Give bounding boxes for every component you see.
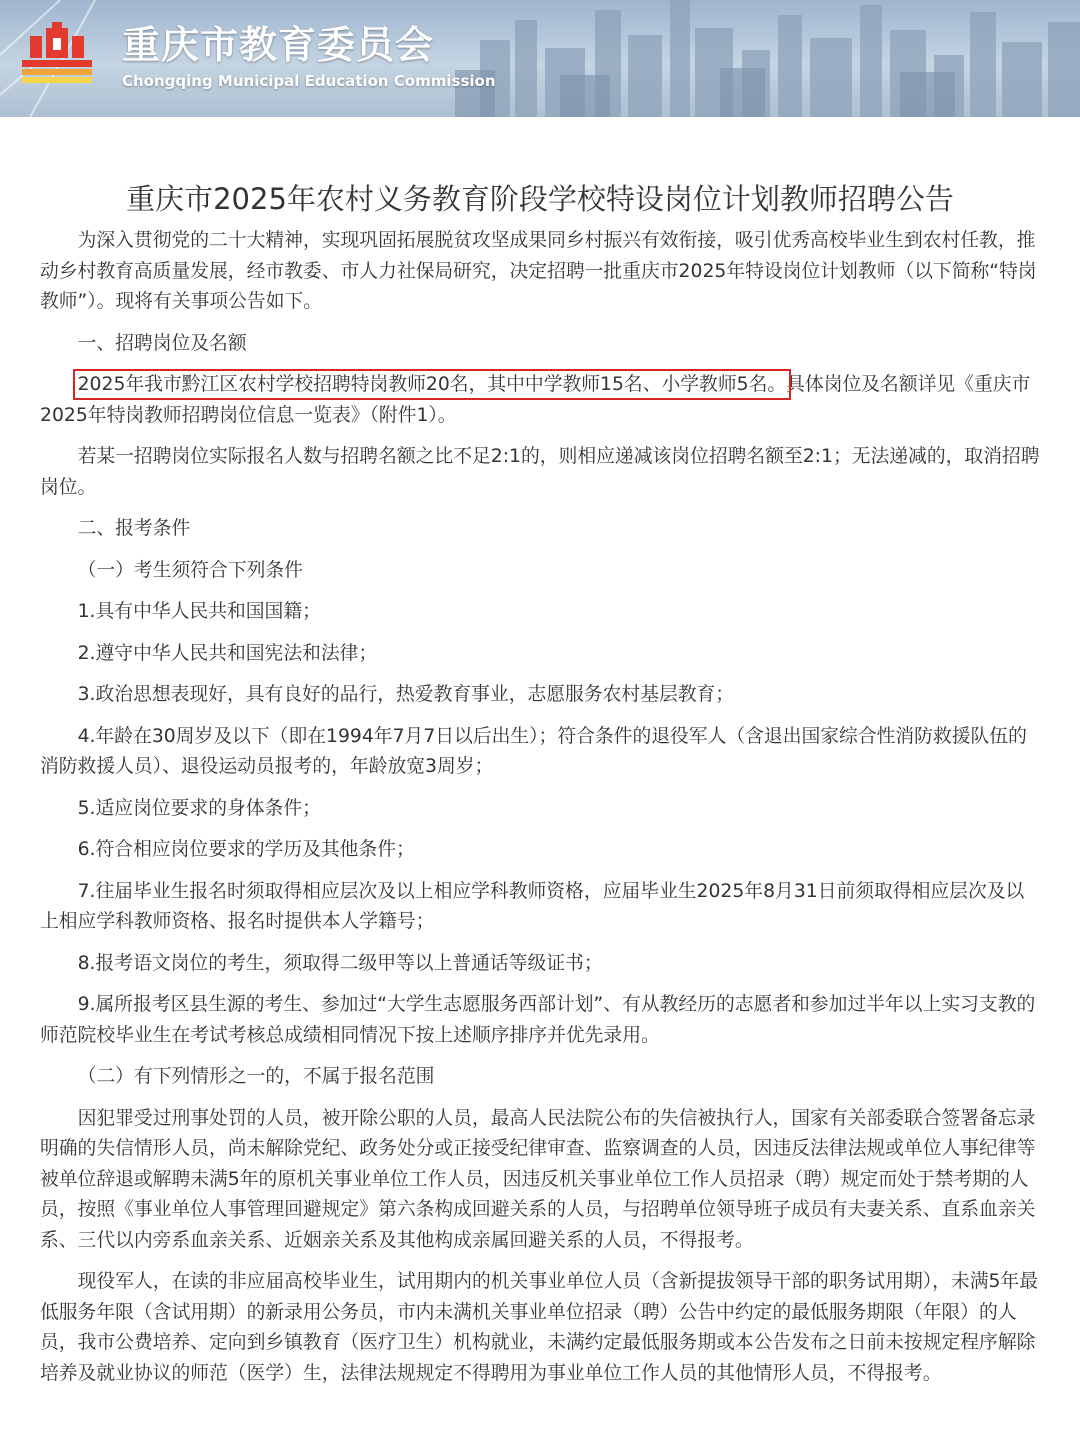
section-heading-positions: 一、招聘岗位及名额 [77, 332, 247, 354]
site-name: 重庆市教育委员会 [122, 23, 435, 67]
positions-paragraph [40, 370, 1040, 431]
subsection-heading-requirements: （一）考生须符合下列条件 [77, 559, 303, 581]
article-title: 重庆市2025年农村义务教育阶段学校特设岗位计划教师招聘公告 [126, 182, 954, 217]
subsection-heading-exclusions: （二）有下列情形之一的，不属于报名范围 [77, 1066, 435, 1087]
exclusion-paragraph: 现役军人，在读的非应届高校毕业生，试用期内的机关事业单位人员（含新提拔领导干部的职务试用期），未满5年最低服务年限（含试用期）的新录用公务员，市内未满机关事业单位招录（聘）公告中约定的最低服务期限（年限）的人员，我市公费培养、定向到乡镇教育（医疗卫生）机构就业，未满约定最低服务期或本公告发布之日前未按规定程序解除培养及就业协议的师范（医学）生，法律法规规定不得聘用为事业单位工作人员的其他情形人员，不得报考。 [40, 1271, 1038, 1384]
quota-ratio-paragraph: 若某一招聘岗位实际报名人数与招聘名额之比不足2:1的，则相应递减该岗位招聘名额至2:1；无法递减的，取消招聘岗位。 [40, 446, 1040, 498]
intro-paragraph: 为深入贯彻党的二十大精神，实现巩固拓展脱贫攻坚成果同乡村振兴有效衔接，吸引优秀高校毕业生到农村任教，推动乡村教育高质量发展，经市教委、市人力社保局研究，决定招聘一批重庆市2025年特设岗位计划教师（以下简称“特岗教师”）。现将有关事项公告如下。 [40, 230, 1037, 312]
condition-item: 8.报考语文岗位的考生，须取得二级甲等以上普通话等级证书； [77, 952, 603, 974]
condition-item: 9.属所报考区县生源的考生、参加过“大学生志愿服务西部计划”、有从教经历的志愿者和参加过半年以上实习支教的师范院校毕业生在考试考核总成绩相同情况下按上述顺序排序并优先录用。 [40, 994, 1036, 1046]
exclusion-paragraph: 因犯罪受过刑事处罚的人员，被开除公职的人员，最高人民法院公布的失信被执行人，国家有关部委联合签署备忘录明确的失信情形人员，尚未解除党纪、政务处分或正接受纪律审查、监察调查的人员，因违反法律法规或单位人事纪律等被单位辞退或解聘未满5年的原机关事业单位工作人员，因违反机关事业单位工作人员招录（聘）规定而处于禁考期的人员，按照《事业单位人事管理回避规定》第六条构成回避关系的人员，与招聘单位领导班子成员有夫妻关系、直系血亲关系、三代以内旁系血亲关系、近姻亲关系及其他构成亲属回避关系的人员，不得报考。 [40, 1107, 1036, 1251]
highlighted-quota-text: 2025年我市黔江区农村学校招聘特岗教师20名，其中中学教师15名、小学教师5名。 [77, 374, 787, 395]
condition-item: 5.适应岗位要求的身体条件； [77, 797, 321, 819]
site-banner [0, 0, 1080, 117]
section-heading-conditions: 二、报考条件 [77, 518, 191, 539]
chongqing-education-emblem-icon [22, 22, 92, 84]
article-body [40, 226, 1040, 1389]
condition-item: 1.具有中华人民共和国国籍； [77, 601, 321, 622]
condition-item: 7.往届毕业生报名时须取得相应层次及以上相应学科教师资格，应届毕业生2025年8月31日前须取得相应层次及以上相应学科教师资格、报名时提供本人学籍号； [40, 880, 1025, 932]
condition-item: 3.政治思想表现好，具有良好的品行，热爱教育事业，志愿服务农村基层教育； [77, 684, 735, 705]
condition-item: 4.年龄在30周岁及以下（即在1994年7月7日以后出生）；符合条件的退役军人（含退出国家综合性消防救援队伍的消防救援人员）、退役运动员报考的，年龄放宽3周岁； [40, 725, 1027, 777]
site-name-english: Chongqing Municipal Education Commission [122, 72, 496, 90]
condition-item: 6.符合相应岗位要求的学历及其他条件； [77, 839, 415, 860]
condition-item: 2.遵守中华人民共和国宪法和法律； [77, 642, 378, 664]
positions-detail-text: 具体岗位及名额详见《重庆市2025年特岗教师招聘岗位信息一览表》（附件1）。 [40, 374, 1031, 426]
